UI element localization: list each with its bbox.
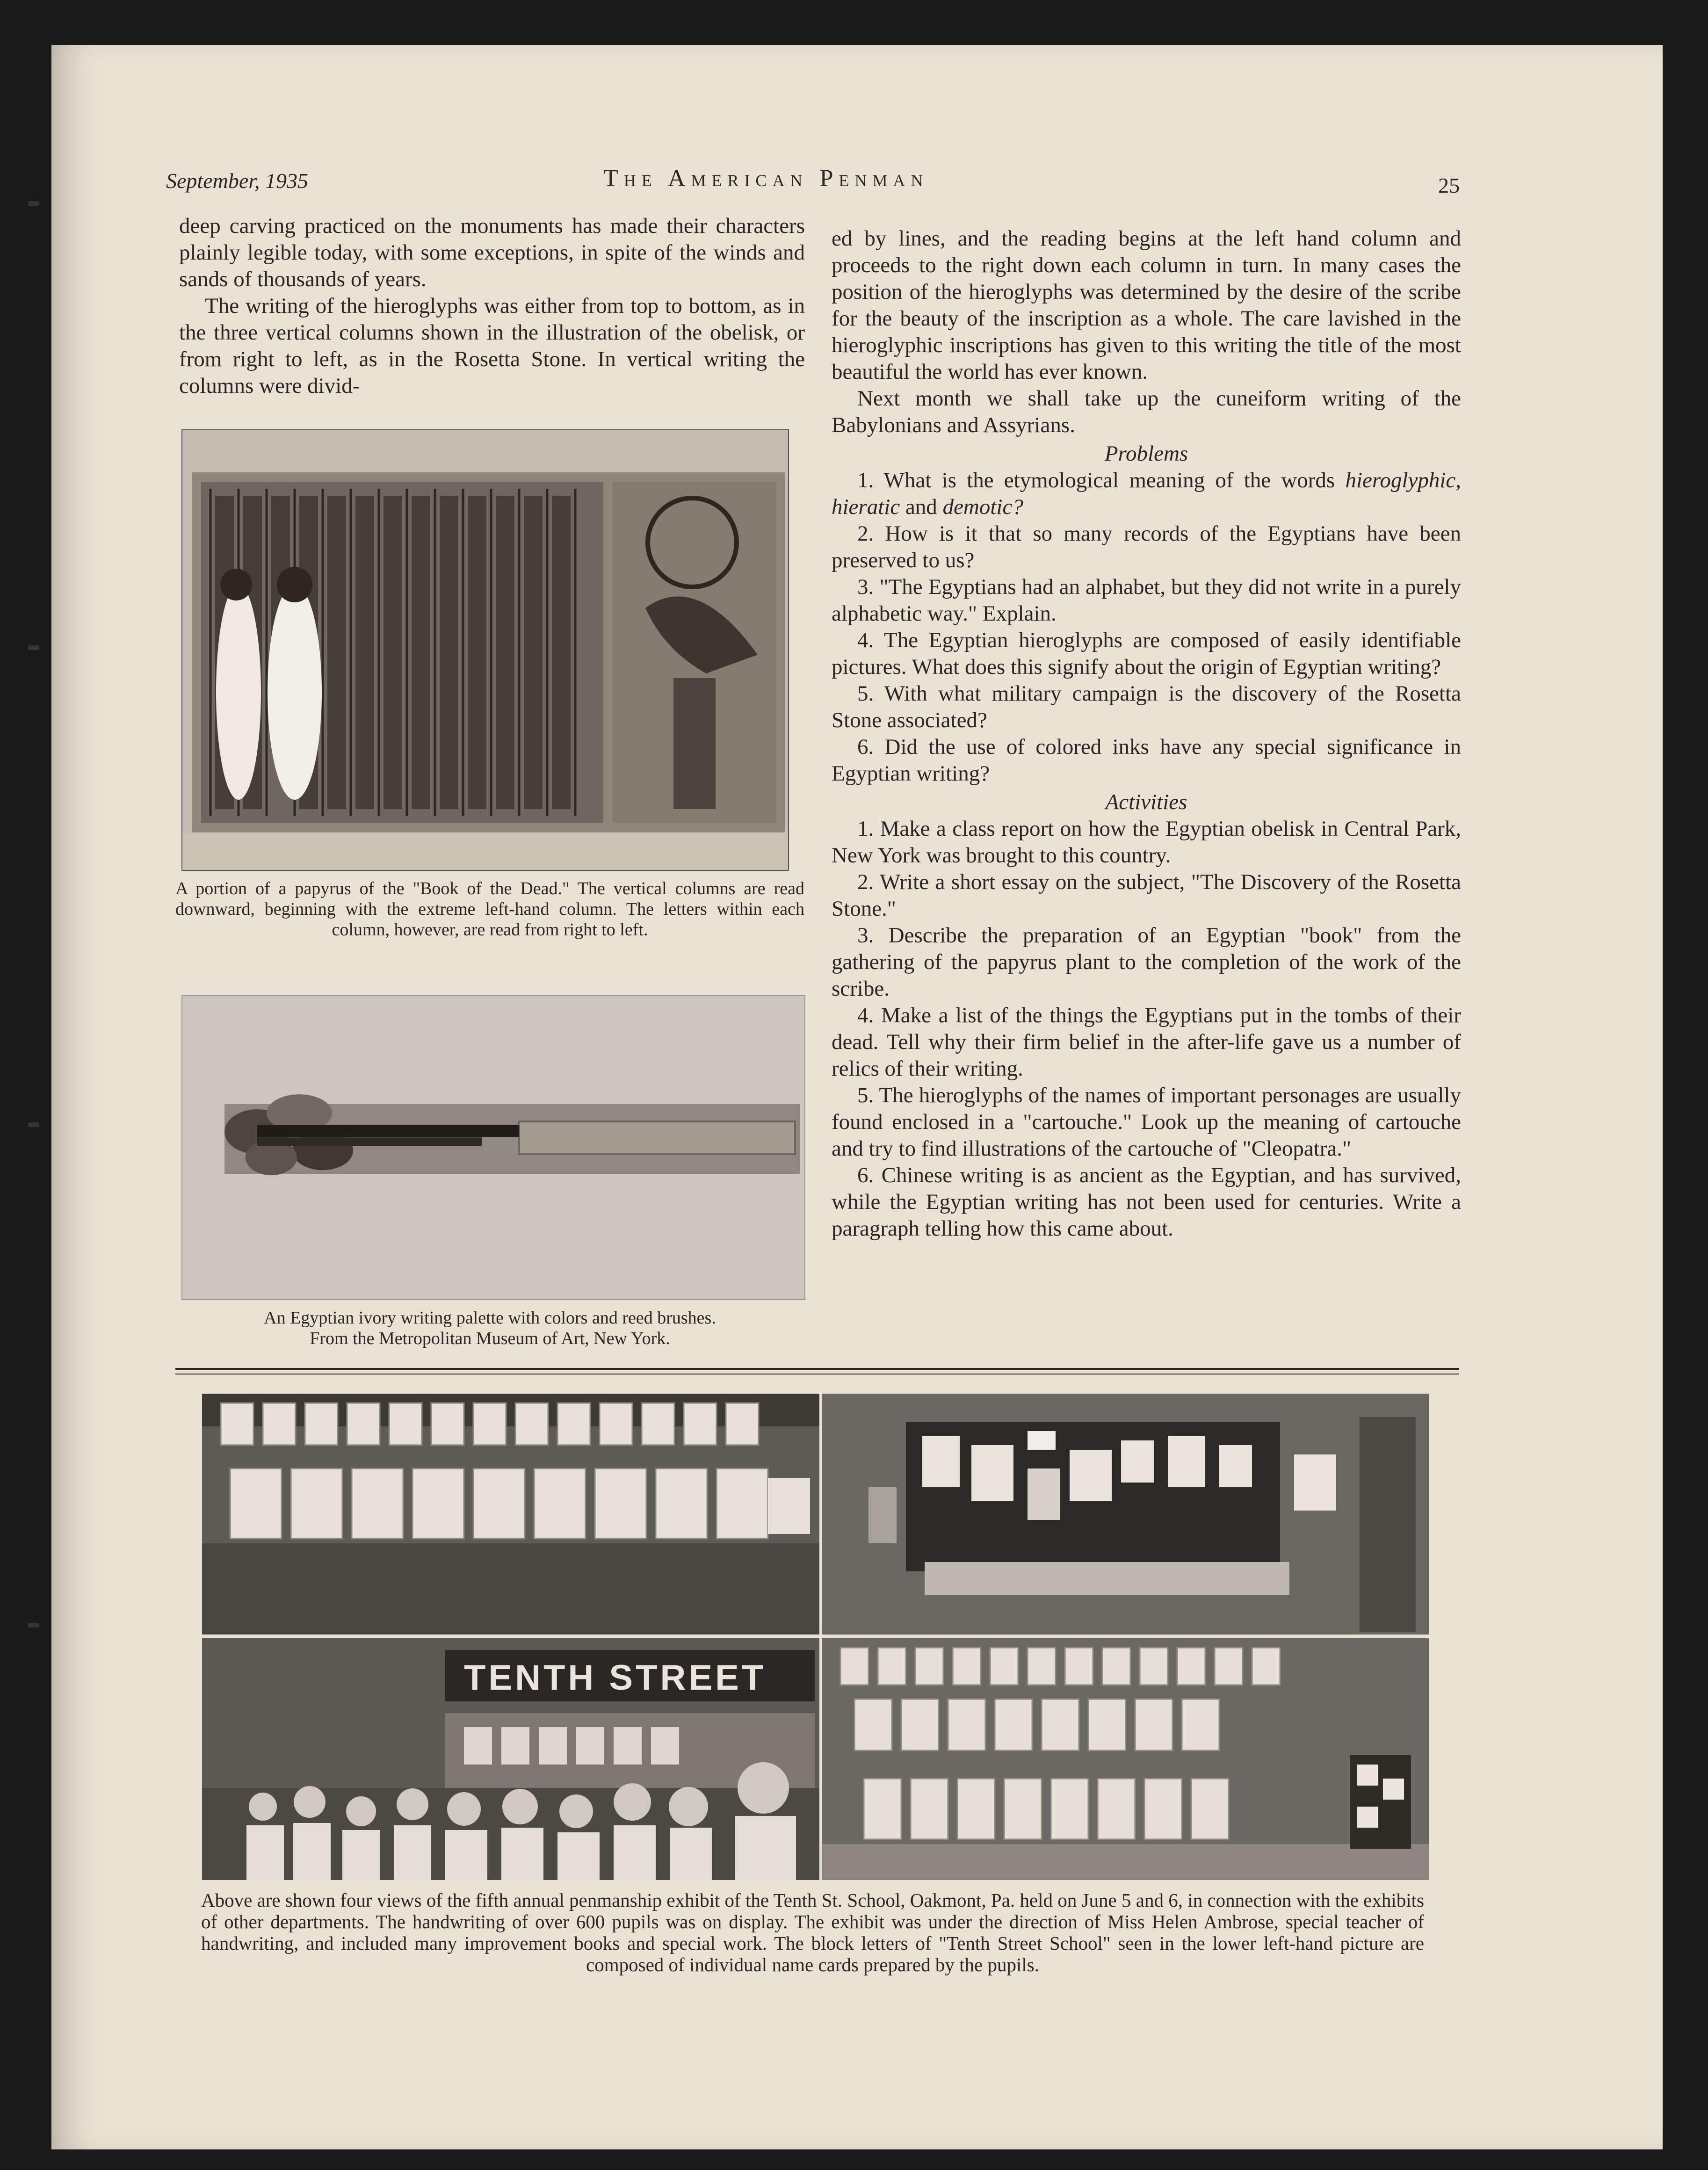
binding-mark — [28, 201, 39, 206]
activity-item: 4. Make a list of the things the Egyptians put in the tombs of their dead. Tell why their firm belief in the after-life gave us a number of relics of their writing. — [832, 1003, 1461, 1081]
binding-mark — [28, 1122, 39, 1127]
exhibit-caption: Above are shown four views of the fifth annual penmanship exhibit of the Tenth St. School, Oakmont, Pa. held on June 5 and 6, in connection with the exhibits of other departments. The handwriting of over 600 pupils was on display. The exhibit was under the direction of Miss Helen Ambrose, special teacher of handwriting, and included many improvement books and special work. The block letters of "Tenth Street School" seen in the lower left-hand picture are composed of individual name cards prepared by the pupils. — [201, 1889, 1424, 1975]
page-number: 25 — [1438, 174, 1460, 197]
problem-item: 4. The Egyptian hieroglyphs are composed of easily identifiable pictures. What does this signify about the origin of Egyptian writing? — [832, 628, 1461, 679]
conjunction: and — [900, 495, 943, 519]
problems-heading: Problems — [1104, 441, 1188, 466]
binding-mark — [28, 1623, 39, 1628]
paragraph: Next month we shall take up the cuneiform writing of the Babylonians and Assyrians. — [832, 386, 1461, 437]
magazine-title: The American Penman — [603, 165, 929, 192]
problem-item: 6. Did the use of colored inks have any special significance in Egyptian writing? — [832, 735, 1461, 786]
exhibit-photo-classroom — [202, 1638, 819, 1880]
activity-item: 1. Make a class report on how the Egyptian obelisk in Central Park, New York was brought to this country. — [832, 817, 1461, 868]
exhibit-photo-hallway — [822, 1638, 1429, 1880]
running-head — [166, 165, 1460, 197]
term: hieroglyphic, hieratic — [832, 468, 1461, 519]
binding-mark — [28, 645, 39, 650]
issue-date: September, 1935 — [166, 169, 309, 193]
activity-item: 6. Chinese writing is as ancient as the Egyptian, and has survived, while the Egyptian writing has not been used for centuries. Write a paragraph telling how this came about. — [832, 1163, 1461, 1241]
right-column-text — [832, 225, 1461, 1242]
caption-line: An Egyptian ivory writing palette with colors and reed brushes. — [264, 1308, 716, 1328]
problem-item: 2. How is it that so many records of the Egyptians have been preserved to us? — [832, 521, 1461, 572]
problem-item: 5. With what military campaign is the discovery of the Rosetta Stone associated? — [832, 681, 1461, 732]
banner-text: TENTH STREET — [464, 1658, 767, 1698]
divider-rule — [175, 1368, 1459, 1370]
problem-text: 1. What is the etymological meaning of the words — [857, 468, 1346, 492]
paragraph: ed by lines, and the reading begins at the left hand column and proceeds to the right down each column in turn. In many cases the position of the hieroglyphs was determined by the desire of the scribe for the beauty of the inscription as a whole. The care lavished in the hieroglyphic inscriptions has given to this writing the title of the most beautiful the world has ever known. — [832, 226, 1461, 384]
exhibit-photo-display — [822, 1394, 1429, 1635]
activity-item: 5. The hieroglyphs of the names of important personages are usually found enclosed in a "cartouche." Look up the meaning of cartouche and try to find illustrations of the cartouche of "Cleopatra." — [832, 1083, 1461, 1161]
activities-heading: Activities — [1105, 790, 1187, 814]
caption-line: From the Metropolitan Museum of Art, New York. — [310, 1329, 670, 1348]
paragraph: The writing of the hieroglyphs was either from top to bottom, as in the three vertical columns shown in the illustration of the obelisk, or from right to left, as in the Rosetta Stone. In vertical writing the columns were divid- — [179, 294, 805, 398]
palette-photo — [181, 995, 805, 1300]
term: demotic? — [942, 495, 1023, 519]
exhibit-photo-wall — [202, 1394, 819, 1635]
papyrus-photo — [181, 429, 789, 871]
activity-item: 3. Describe the preparation of an Egyptian "book" from the gathering of the papyrus plant to the completion of the work of the scribe. — [832, 923, 1461, 1001]
paragraph: deep carving practiced on the monuments has made their characters plainly legible today, with some exceptions, in spite of the winds and sands of thousands of years. — [179, 214, 805, 291]
papyrus-caption: A portion of a papyrus of the "Book of the Dead." The vertical columns are read downward, beginning with the extreme left-hand column. The letters within each column, however, are read from right to left. — [175, 879, 804, 940]
activity-item: 2. Write a short essay on the subject, "The Discovery of the Rosetta Stone." — [832, 870, 1461, 921]
left-column-text — [179, 213, 805, 399]
palette-caption — [175, 1308, 804, 1349]
problem-item: 3. "The Egyptians had an alphabet, but they did not write in a purely alphabetic way." Explain. — [832, 575, 1461, 626]
problem-item — [832, 467, 1461, 521]
